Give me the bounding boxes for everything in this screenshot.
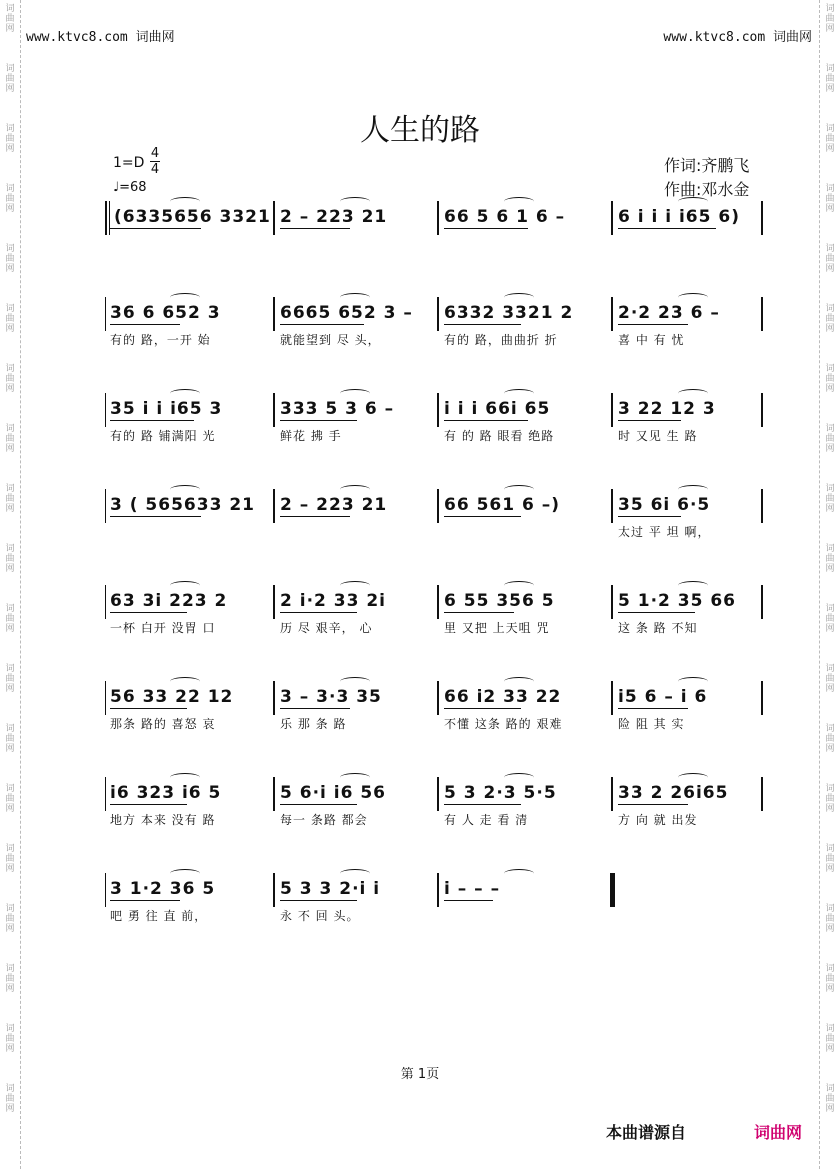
measure-notes: 56 33 22 12 <box>110 687 234 707</box>
measure-notes: 2 – 223 21 <box>280 207 388 227</box>
beam-underline <box>110 612 187 613</box>
beam-underline <box>280 324 364 325</box>
watermark-text: 词曲网 <box>825 784 835 814</box>
measure-notes: i – – – <box>444 879 501 899</box>
slur-mark <box>340 389 370 398</box>
barline <box>761 585 763 619</box>
measure-notes: 5 6·i i6 56 <box>280 783 387 803</box>
barline <box>437 393 439 427</box>
repeat-end-barline <box>610 873 611 907</box>
barline <box>437 489 439 523</box>
watermark-text: 词曲网 <box>5 304 15 334</box>
watermark-text: 词曲网 <box>825 964 835 994</box>
measure-lyrics: 险 阻 其 实 <box>618 717 685 731</box>
beam-underline <box>444 420 528 421</box>
watermark-text: 词曲网 <box>5 424 15 454</box>
measure-notes: 5 3 2·3 5·5 <box>444 783 557 803</box>
barline <box>437 873 439 907</box>
beam-underline <box>110 420 194 421</box>
beam-underline <box>618 228 716 229</box>
slur-mark <box>504 869 534 878</box>
measure-notes: i6 323 i6 5 <box>110 783 222 803</box>
slur-mark <box>340 293 370 302</box>
measure-lyrics: 有的 路，一开 始 <box>110 333 211 347</box>
measure-lyrics: 太过 平 坦 啊， <box>618 525 711 539</box>
watermark-text: 词曲网 <box>825 4 835 34</box>
barline <box>611 393 613 427</box>
barline <box>437 681 439 715</box>
beam-underline <box>280 516 350 517</box>
watermark-text: 词曲网 <box>5 4 15 34</box>
measure-lyrics: 那条 路的 喜怒 哀 <box>110 717 216 731</box>
measure-notes: 5 1·2 35 66 <box>618 591 737 611</box>
watermark-text: 词曲网 <box>825 244 835 274</box>
measure-lyrics: 有 人 走 看 清 <box>444 813 529 827</box>
barline <box>105 393 106 427</box>
beam-underline <box>280 708 350 709</box>
slur-mark <box>504 677 534 686</box>
tempo-marking: ♩=68 <box>113 180 147 195</box>
slur-mark <box>340 197 370 206</box>
measure-lyrics: 鲜花 拂 手 <box>280 429 342 443</box>
beam-underline <box>280 420 357 421</box>
barline <box>611 681 613 715</box>
measure-lyrics: 一杯 白开 没胃 口 <box>110 621 216 635</box>
barline <box>437 585 439 619</box>
beam-underline <box>618 420 681 421</box>
measure-notes: 35 i i i65 3 <box>110 399 223 419</box>
score-row <box>110 399 768 459</box>
slur-mark <box>678 773 708 782</box>
lyricist-credit: 作词:齐鹏飞 <box>664 156 750 175</box>
barline <box>105 297 106 331</box>
time-signature <box>150 146 160 177</box>
watermark-text: 词曲网 <box>5 364 15 394</box>
watermark-text: 词曲网 <box>5 244 15 274</box>
slur-mark <box>678 485 708 494</box>
measure-lyrics: 永 不 回 头。 <box>280 909 360 923</box>
beam-underline <box>444 900 493 901</box>
measure-lyrics: 里 又把 上天咀 咒 <box>444 621 550 635</box>
slur-mark <box>170 773 200 782</box>
measure-lyrics: 方 向 就 出发 <box>618 813 698 827</box>
right-watermark-strip <box>819 0 840 1169</box>
watermark-text: 词曲网 <box>5 964 15 994</box>
watermark-text: 词曲网 <box>5 1084 15 1114</box>
watermark-text: 词曲网 <box>825 904 835 934</box>
time-signature-top: 4 <box>150 146 160 161</box>
watermark-text: 词曲网 <box>5 124 15 154</box>
barline <box>273 681 275 715</box>
barline <box>105 873 106 907</box>
watermark-text: 词曲网 <box>825 724 835 754</box>
beam-underline <box>444 612 514 613</box>
measure-notes: 2 i·2 33 2i <box>280 591 387 611</box>
barline <box>611 201 613 235</box>
measure-notes: 6 55 356 5 <box>444 591 555 611</box>
slur-mark <box>340 581 370 590</box>
time-signature-bottom: 4 <box>150 162 160 177</box>
barline <box>761 201 763 235</box>
watermark-text: 词曲网 <box>825 64 835 94</box>
barline <box>611 585 613 619</box>
measure-lyrics: 每一 条路 都会 <box>280 813 368 827</box>
barline <box>761 489 763 523</box>
beam-underline <box>444 804 521 805</box>
slur-mark <box>678 389 708 398</box>
measure-notes: 63 3i 223 2 <box>110 591 228 611</box>
barline <box>437 297 439 331</box>
beam-underline <box>280 900 357 901</box>
beam-underline <box>110 804 187 805</box>
beam-underline <box>110 900 180 901</box>
watermark-text: 词曲网 <box>5 784 15 814</box>
measure-lyrics: 有的 路，曲曲折 折 <box>444 333 558 347</box>
measure-notes: 36 6 652 3 <box>110 303 221 323</box>
key-signature: 1=D <box>113 155 145 171</box>
watermark-text: 词曲网 <box>5 544 15 574</box>
barline <box>761 297 763 331</box>
beam-underline <box>444 228 528 229</box>
slur-mark <box>170 581 200 590</box>
watermark-text: 词曲网 <box>5 1024 15 1054</box>
slur-mark <box>504 581 534 590</box>
measure-lyrics: 时 又见 生 路 <box>618 429 698 443</box>
beam-underline <box>618 708 688 709</box>
beam-underline <box>444 324 521 325</box>
measure-notes: 3 – 3·3 35 <box>280 687 382 707</box>
site-header-left[interactable]: www.ktvc8.com 词曲网 <box>26 30 175 45</box>
slur-mark <box>340 773 370 782</box>
measure-notes: (6335656 3321 <box>114 207 271 227</box>
barline <box>105 489 106 523</box>
barline <box>105 777 106 811</box>
barline <box>611 489 613 523</box>
repeat-start-barline <box>109 201 110 235</box>
watermark-text: 词曲网 <box>5 604 15 634</box>
measure-notes: 333 5 3 6 – <box>280 399 395 419</box>
score-row <box>110 207 768 267</box>
watermark-text: 词曲网 <box>825 1024 835 1054</box>
watermark-text: 词曲网 <box>825 844 835 874</box>
watermark-text: 词曲网 <box>5 904 15 934</box>
watermark-text: 词曲网 <box>825 604 835 634</box>
barline <box>437 201 439 235</box>
barline <box>761 681 763 715</box>
measure-lyrics: 吧 勇 往 直 前， <box>110 909 208 923</box>
measure-notes: 6 i i i i65 6) <box>618 207 740 227</box>
slur-mark <box>170 485 200 494</box>
measure-notes: i5 6 – i 6 <box>618 687 708 707</box>
barline <box>273 873 275 907</box>
beam-underline <box>110 324 180 325</box>
barline <box>761 777 763 811</box>
measure-lyrics: 不懂 这条 路的 艰难 <box>444 717 563 731</box>
slur-mark <box>678 197 708 206</box>
barline <box>273 777 275 811</box>
slur-mark <box>340 677 370 686</box>
measure-notes: 3 ( 565633 21 <box>110 495 255 515</box>
beam-underline <box>444 708 521 709</box>
slur-mark <box>170 293 200 302</box>
measure-notes: 66 561 6 –) <box>444 495 560 515</box>
measure-lyrics: 就能望到 尽 头， <box>280 333 381 347</box>
slur-mark <box>170 389 200 398</box>
slur-mark <box>678 293 708 302</box>
beam-underline <box>280 804 357 805</box>
measure-notes: 6332 3321 2 <box>444 303 574 323</box>
barline <box>105 585 106 619</box>
barline <box>611 777 613 811</box>
beam-underline <box>280 612 357 613</box>
measure-notes: i i i 66i 65 <box>444 399 551 419</box>
barline <box>273 489 275 523</box>
watermark-text: 词曲网 <box>5 724 15 754</box>
watermark-text: 词曲网 <box>825 124 835 154</box>
slur-mark <box>170 677 200 686</box>
barline <box>105 681 106 715</box>
barline <box>273 297 275 331</box>
source-site-link[interactable]: 词曲网 <box>754 1123 803 1142</box>
measure-notes: 3 1·2 36 5 <box>110 879 216 899</box>
measure-lyrics: 有的 路 铺满阳 光 <box>110 429 216 443</box>
measure-lyrics: 有 的 路 眼看 绝路 <box>444 429 555 443</box>
slur-mark <box>504 197 534 206</box>
watermark-text: 词曲网 <box>5 844 15 874</box>
slur-mark <box>504 773 534 782</box>
measure-lyrics: 喜 中 有 忧 <box>618 333 685 347</box>
measure-notes: 2·2 23 6 – <box>618 303 720 323</box>
slur-mark <box>170 197 200 206</box>
measure-notes: 5 3 3 2·i i <box>280 879 381 899</box>
site-header-right[interactable]: www.ktvc8.com 词曲网 <box>663 30 812 45</box>
measure-lyrics: 历 尽 艰辛， 心 <box>280 621 373 635</box>
beam-underline <box>110 708 187 709</box>
watermark-text: 词曲网 <box>825 1084 835 1114</box>
score-row <box>110 783 768 843</box>
beam-underline <box>618 612 695 613</box>
score-row <box>110 591 768 651</box>
score-row <box>110 495 768 555</box>
score-row <box>110 687 768 747</box>
beam-underline <box>444 516 521 517</box>
slur-mark <box>340 869 370 878</box>
beam-underline <box>110 228 201 229</box>
watermark-text: 词曲网 <box>5 664 15 694</box>
slur-mark <box>504 485 534 494</box>
measure-notes: 35 6i 6·5 <box>618 495 711 515</box>
barline <box>273 201 275 235</box>
watermark-text: 词曲网 <box>5 184 15 214</box>
watermark-text: 词曲网 <box>825 364 835 394</box>
measure-lyrics: 地方 本来 没有 路 <box>110 813 216 827</box>
beam-underline <box>618 804 688 805</box>
barline <box>611 297 613 331</box>
slur-mark <box>170 869 200 878</box>
watermark-text: 词曲网 <box>825 544 835 574</box>
measure-notes: 3 22 12 3 <box>618 399 716 419</box>
left-watermark-strip <box>0 0 21 1169</box>
watermark-text: 词曲网 <box>825 484 835 514</box>
barline <box>105 201 107 235</box>
slur-mark <box>678 581 708 590</box>
barline <box>437 777 439 811</box>
beam-underline <box>618 324 688 325</box>
measure-notes: 6665 652 3 – <box>280 303 413 323</box>
beam-underline <box>618 516 681 517</box>
watermark-text: 词曲网 <box>825 424 835 454</box>
measure-notes: 66 i2 33 22 <box>444 687 562 707</box>
watermark-text: 词曲网 <box>5 64 15 94</box>
repeat-end-barline <box>613 873 615 907</box>
measure-notes: 66 5 6 1 6 – <box>444 207 566 227</box>
barline <box>273 585 275 619</box>
beam-underline <box>280 228 350 229</box>
barline <box>761 393 763 427</box>
score-row <box>110 303 768 363</box>
slur-mark <box>504 293 534 302</box>
source-label: 本曲谱源自 <box>606 1123 687 1142</box>
watermark-text: 词曲网 <box>825 664 835 694</box>
composer-credit: 作曲:邓水金 <box>664 180 750 199</box>
watermark-text: 词曲网 <box>825 184 835 214</box>
measure-lyrics: 乐 那 条 路 <box>280 717 347 731</box>
song-title: 人生的路 <box>360 113 480 148</box>
watermark-text: 词曲网 <box>825 304 835 334</box>
measure-notes: 33 2 26i65 <box>618 783 729 803</box>
beam-underline <box>110 516 201 517</box>
barline <box>273 393 275 427</box>
score-row <box>110 879 768 939</box>
slur-mark <box>678 677 708 686</box>
measure-lyrics: 这 条 路 不知 <box>618 621 698 635</box>
measure-notes: 2 – 223 21 <box>280 495 388 515</box>
slur-mark <box>504 389 534 398</box>
page-number: 第 1页 <box>400 1067 440 1082</box>
watermark-text: 词曲网 <box>5 484 15 514</box>
slur-mark <box>340 485 370 494</box>
